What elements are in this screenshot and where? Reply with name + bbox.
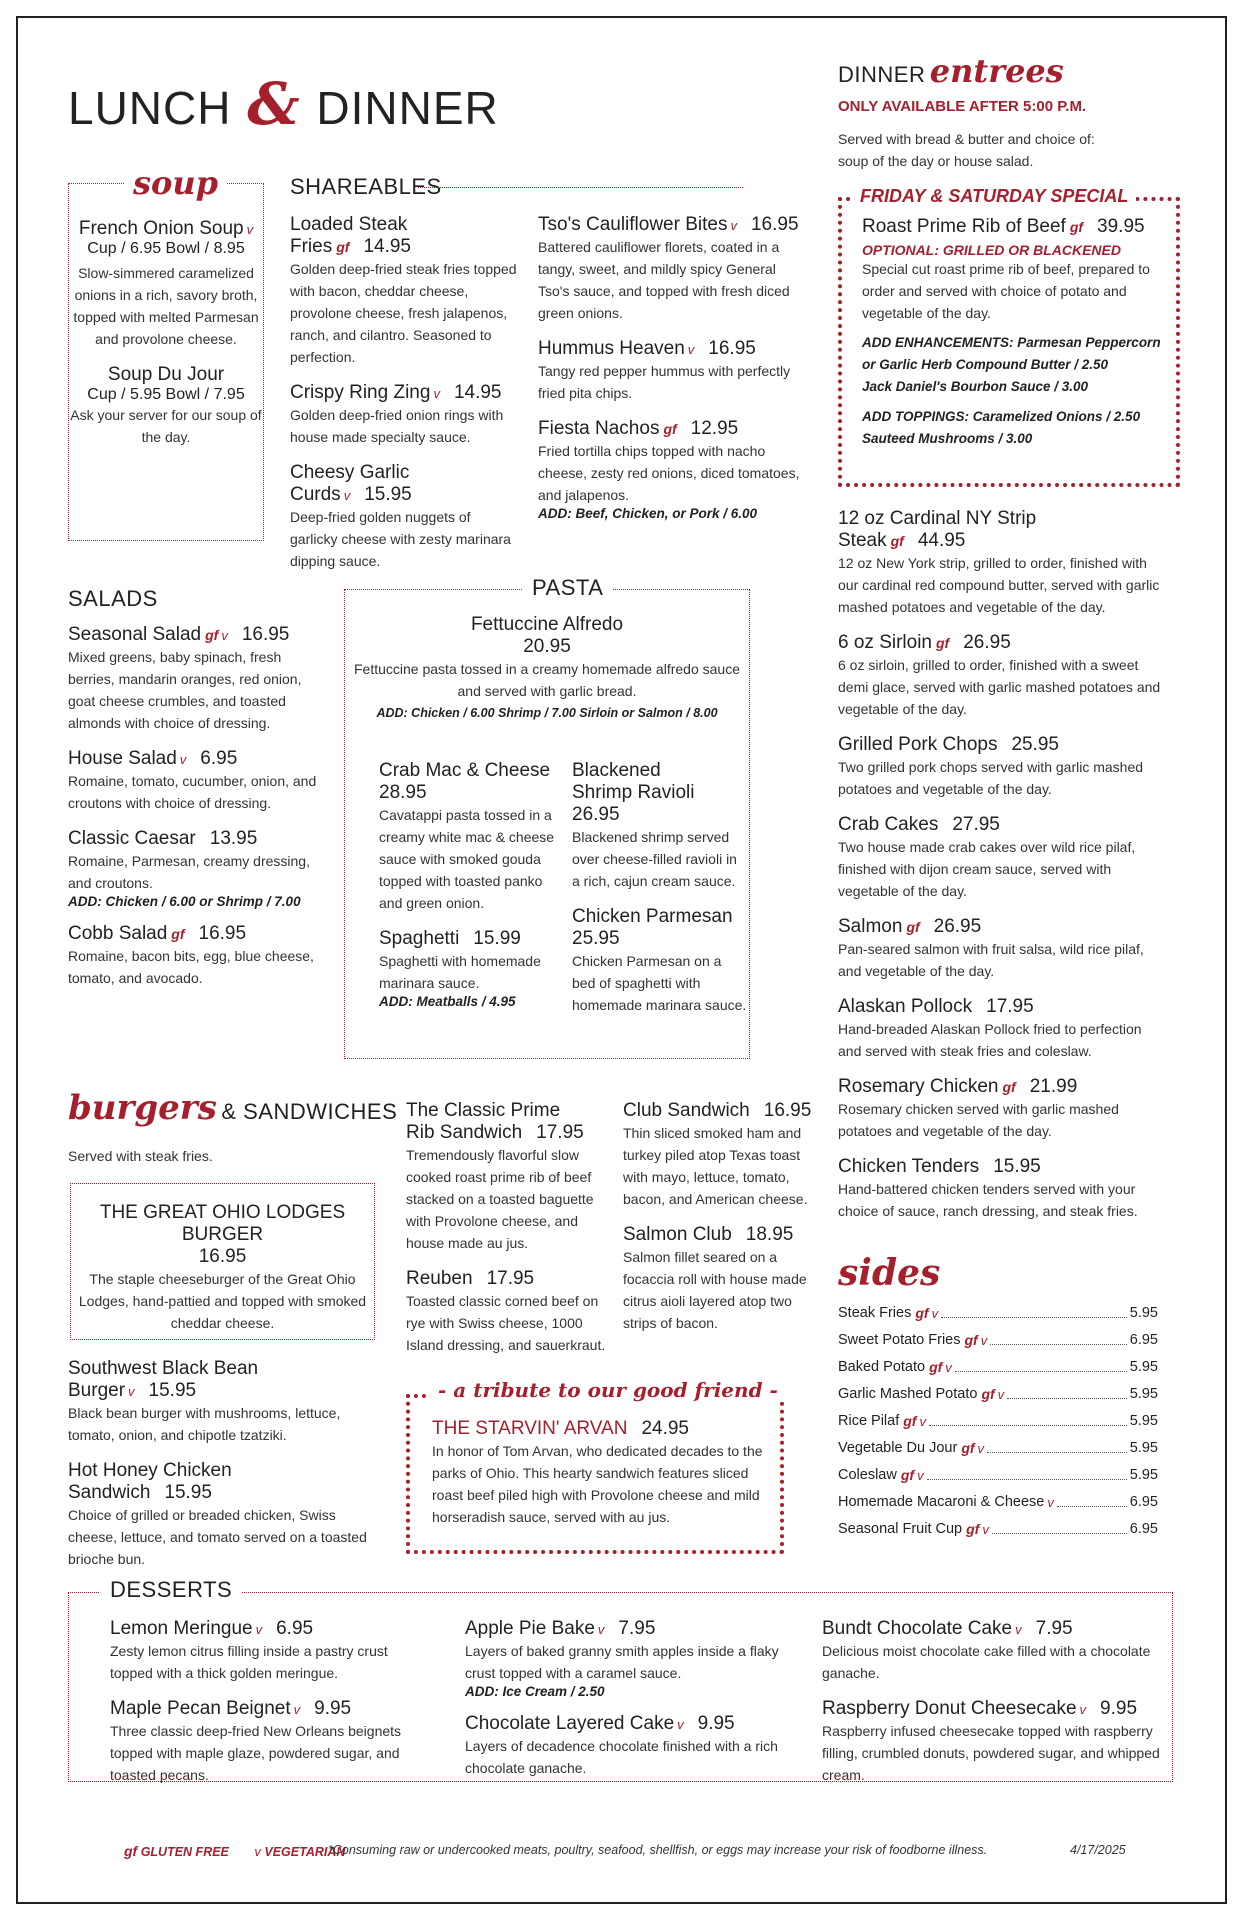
gluten-free-icon: gf — [663, 421, 677, 437]
gluten-free-icon: gf — [1002, 1079, 1016, 1095]
footer-date: 4/17/2025 — [1070, 1843, 1126, 1857]
sandwich-item: Hot Honey Chicken Sandwich 15.95 Choice of grilled or breaded chicken, Swiss cheese, lettuce, and tomato served on a toasted brioche bun. — [68, 1460, 367, 1567]
pasta-item: Blackened Shrimp Ravioli 26.95 Blackened shrimp served over cheese-filled ravioli in a rich, cajun cream sauce. — [572, 760, 737, 889]
burgers-note: Served with steak fries. — [68, 1148, 213, 1164]
side-item: Steak Fries gf v 5.95 — [838, 1300, 1158, 1327]
gluten-free-icon: gf — [964, 1332, 978, 1348]
dessert-item: Lemon Meringue v 6.95 Zesty lemon citrus filling inside a pastry crust topped with a thick golden meringue. — [110, 1618, 388, 1681]
vegetarian-icon: v — [1079, 1702, 1087, 1717]
vegetarian-icon: v — [1015, 1622, 1022, 1637]
shareable-item: Cheesy Garlic Curds v 15.95 Deep-fried golden nuggets of garlicky cheese with zesty marinara dipping sauce. — [290, 462, 511, 569]
gluten-free-icon: gf — [903, 1413, 917, 1429]
gluten-free-icon: gf — [124, 1843, 138, 1859]
side-item: Garlic Mashed Potato gf v 5.95 — [838, 1381, 1158, 1408]
entrees-note: Served with bread & butter and choice of: soup of the day or house salad. — [838, 131, 1095, 169]
side-item: Rice Pilaf gf v 5.95 — [838, 1408, 1158, 1435]
gluten-free-icon: gf — [205, 627, 219, 643]
shareable-item: Loaded Steak Fries gf 14.95 Golden deep-fried steak fries topped with bacon, cheddar cheese, provolone cheese, fresh jalapenos, ranch, and cilantro. Seasoned to perfection. — [290, 214, 517, 365]
sandwich-item: Southwest Black Bean Burger v 15.95 Black bean burger with mushrooms, lettuce, tomato, onion, and chipotle tzatziki. — [68, 1358, 341, 1443]
entree-item: Crab Cakes 27.95 Two house made crab cakes over wild rice pilaf, finished with dijon cream sauce, served with vegetable of the day. — [838, 814, 1136, 899]
vegetarian-icon: v — [255, 1622, 263, 1637]
gluten-free-icon: gf — [171, 926, 185, 942]
soup-item: Soup Du Jour Cup / 5.95 Bowl / 7.95 Ask your server for our soup of the day. — [70, 364, 262, 445]
burgers-heading: burgers & SANDWICHES — [68, 1088, 398, 1128]
vegetarian-icon: v — [982, 1522, 989, 1537]
shareable-item: Fiesta Nachos gf 12.95 Fried tortilla chips topped with nacho cheese, zesty red onions, diced tomatoes, and jalapenos. ADD: Beef, Chicken, or Pork / 6.00 — [538, 418, 800, 521]
entree-item: 12 oz Cardinal NY Strip Steak gf 44.95 12 oz New York strip, grilled to order, finished with our cardinal red compound butter, served with garlic mashed potatoes and vegetable of the day. — [838, 508, 1160, 615]
dessert-item: Chocolate Layered Cake v 9.95 Layers of decadence chocolate finished with a rich chocolate ganache. — [465, 1713, 778, 1776]
vegetarian-icon: v — [980, 1333, 988, 1348]
vegetarian-icon: v — [931, 1306, 939, 1321]
side-item: Homemade Macaroni & Cheese v 6.95 — [838, 1489, 1158, 1516]
vegetarian-icon: v — [1047, 1495, 1054, 1510]
dessert-item: Apple Pie Bake v 7.95 Layers of baked granny smith apples inside a flaky crust topped with a caramel sauce. ADD: Ice Cream / 2.50 — [465, 1618, 779, 1699]
dessert-item: Bundt Chocolate Cake v 7.95 Delicious moist chocolate cake filled with a chocolate ganache. — [822, 1618, 1151, 1681]
sides-heading: sides — [838, 1252, 941, 1294]
gluten-free-icon: gf — [936, 635, 950, 651]
sandwich-item: The Classic Prime Rib Sandwich 17.95 Tremendously flavorful slow cooked roast prime rib of beef stacked on a toasted baguette with Provolone cheese, and house made au jus. — [406, 1100, 594, 1251]
vegetarian-icon: v — [977, 1441, 985, 1456]
entrees-heading: DINNER entrees — [838, 52, 1064, 90]
shareable-item: Hummus Heaven v 16.95 Tangy red pepper hummus with perfectly fried pita chips. — [538, 338, 791, 401]
entree-item: Alaskan Pollock 17.95 Hand-breaded Alaskan Pollock fried to perfection and served with steak fries and coleslaw. — [838, 996, 1142, 1059]
vegetarian-icon: v — [997, 1387, 1005, 1402]
pasta-heading: PASTA — [522, 575, 613, 601]
vegetarian-icon: v — [687, 342, 695, 357]
entree-item: Salmon gf 26.95 Pan-seared salmon with fruit salsa, wild rice pilaf, and vegetable of the day. — [838, 916, 1144, 979]
shareables-divider — [418, 187, 743, 188]
vegetarian-icon: v — [433, 386, 440, 401]
sandwich-item: Club Sandwich 16.95 Thin sliced smoked ham and turkey piled atop Texas toast with mayo, lettuce, tomato, bacon, and American cheese. — [623, 1100, 812, 1207]
gluten-free-icon: gf — [900, 1467, 915, 1483]
vegetarian-icon: v — [254, 1844, 261, 1859]
dessert-item: Raspberry Donut Cheesecake v 9.95 Raspberry infused cheesecake topped with raspberry filling, crumbled donuts, powdered sugar, and whipped cream. — [822, 1698, 1160, 1783]
shareable-item: Tso's Cauliflower Bites v 16.95 Battered cauliflower florets, coated in a tangy, sweet, and mildly spicy General Tso's sauce, and topped with fresh diced green onions. — [538, 214, 799, 321]
gluten-free-icon: gf — [906, 919, 920, 935]
entree-item: 6 oz Sirloin gf 26.95 6 oz sirloin, grilled to order, finished with a sweet demi glace, served with garlic mashed potatoes and vegetable of the day. — [838, 632, 1161, 717]
side-item: Baked Potato gf v 5.95 — [838, 1354, 1158, 1381]
vegetarian-icon: v — [730, 218, 737, 233]
gluten-free-icon: gf — [915, 1305, 929, 1321]
pasta-feature: Fettuccine Alfredo 20.95 Fettuccine pasta tossed in a creamy homemade alfredo sauce and served with garlic bread. ADD: Chicken / 6.00 Shrimp / 7.00 Sirloin or Salmon / 8.00 — [354, 614, 740, 720]
side-item: Vegetable Du Jour gf v 5.95 — [838, 1435, 1158, 1462]
pasta-item: Spaghetti 15.99 Spaghetti with homemade marinara sauce. ADD: Meatballs / 4.95 — [379, 928, 541, 1009]
vegetarian-icon: v — [677, 1717, 684, 1732]
shareable-item: Crispy Ring Zing v 14.95 Golden deep-fried onion rings with house made specialty sauce. — [290, 382, 504, 445]
vegetarian-icon: v — [128, 1384, 135, 1399]
side-item: Coleslaw gf v 5.95 — [838, 1462, 1158, 1489]
vegetarian-icon: v — [293, 1702, 301, 1717]
vegetarian-icon: v — [343, 488, 351, 503]
salad-item: Classic Caesar 13.95 Romaine, Parmesan, creamy dressing, and croutons. ADD: Chicken / 6.00 or Shrimp / 7.00 — [68, 828, 310, 909]
gluten-free-icon: gf — [981, 1386, 995, 1402]
salad-item: Cobb Salad gf 16.95 Romaine, bacon bits, egg, blue cheese, tomato, and avocado. — [68, 923, 314, 986]
entree-item: Chicken Tenders 15.95 Hand-battered chicken tenders served with your choice of sauce, ranch dressing, and steak fries. — [838, 1156, 1138, 1219]
footer-legend: gf GLUTEN FREE v VEGETARIAN — [124, 1843, 346, 1859]
pasta-item: Chicken Parmesan 25.95 Chicken Parmesan on a bed of spaghetti with homemade marinara sauce. — [572, 906, 747, 1013]
soup-item: French Onion Soup v Cup / 6.95 Bowl / 8.95 Slow-simmered caramelized onions in a rich, savory broth, topped with melted Parmesan and provolone cheese. — [73, 218, 259, 347]
gluten-free-icon: gf — [961, 1440, 975, 1456]
tribute-heading: - a tribute to our good friend - — [430, 1378, 786, 1402]
desserts-heading: DESSERTS — [100, 1577, 242, 1603]
dessert-item: Maple Pecan Beignet v 9.95 Three classic deep-fried New Orleans beignets topped with maple glaze, powdered sugar, and toasted pecans. — [110, 1698, 402, 1783]
gluten-free-icon: gf — [336, 239, 350, 255]
pasta-item: Crab Mac & Cheese 28.95 Cavatappi pasta tossed in a creamy white mac & cheese sauce with smoked gouda topped with toasted panko and green onion. — [379, 760, 555, 911]
sandwich-item: Reuben 17.95 Toasted classic corned beef on rye with Swiss cheese, 1000 Island dressing, and sauerkraut. — [406, 1268, 606, 1353]
special-heading: FRIDAY & SATURDAY SPECIAL — [852, 186, 1136, 207]
entree-item: Rosemary Chicken gf 21.99 Rosemary chicken served with garlic mashed potatoes and vegetable of the day. — [838, 1076, 1119, 1139]
soup-heading: soup — [125, 164, 226, 202]
tribute-item: THE STARVIN' ARVAN 24.95 In honor of Tom Arvan, who dedicated decades to the parks of Ohio. This hearty sandwich features sliced roast beef piled high with Provolone cheese and mild horseradish sauce, served with au jus. — [432, 1418, 763, 1525]
page-title: LUNCH & DINNER — [68, 70, 499, 138]
vegetarian-icon: v — [945, 1360, 952, 1375]
vegetarian-icon: v — [179, 752, 187, 767]
entree-item: Grilled Pork Chops 25.95 Two grilled pork chops served with garlic mashed potatoes and vegetable of the day. — [838, 734, 1144, 797]
vegetarian-icon: v — [246, 222, 254, 237]
vegetarian-icon: v — [919, 1414, 926, 1429]
vegetarian-icon: v — [917, 1468, 924, 1483]
gluten-free-icon: gf — [929, 1359, 943, 1375]
side-item: Sweet Potato Fries gf v 6.95 — [838, 1327, 1158, 1354]
salad-item: Seasonal Salad gf v 16.95 Mixed greens, baby spinach, fresh berries, mandarin oranges, red onion, goat cheese crumbles, and toasted almonds with choice of dressing. — [68, 624, 302, 731]
gluten-free-icon: gf — [890, 533, 904, 549]
salad-item: House Salad v 6.95 Romaine, tomato, cucumber, onion, and croutons with choice of dressing. — [68, 748, 317, 811]
salads-heading: SALADS — [68, 586, 158, 611]
gluten-free-icon: gf — [966, 1521, 980, 1537]
feature-burger: THE GREAT OHIO LODGES BURGER 16.95 The staple cheeseburger of the Great Ohio Lodges, hand-pattied and topped with smoked cheddar cheese. — [78, 1202, 367, 1331]
shareables-heading: SHAREABLES — [290, 174, 442, 199]
entrees-availability: ONLY AVAILABLE AFTER 5:00 P.M. — [838, 98, 1087, 115]
side-item: Seasonal Fruit Cup gf v 6.95 — [838, 1516, 1158, 1543]
special-item: Roast Prime Rib of Beef gf 39.95 OPTIONAL: GRILLED OR BLACKENED Special cut roast prime rib of beef, prepared to order and served with choice of potato and vegetable of the day. ADD ENHANCEMENTS: Parmesan Peppercorn or Garlic Herb Compound Butter / 2.50 Jack Daniel's Bourbon Sauce / 3.00 ADD TOPPINGS: Caramelized Onions / 2.50 Sauteed Mushrooms / 3.00 — [862, 216, 1161, 446]
vegetarian-icon: v — [597, 1622, 605, 1637]
gluten-free-icon: gf — [1069, 219, 1084, 235]
footer-disclaimer: *Consuming raw or undercooked meats, poultry, seafood, shellfish, or eggs may increase your risk of foodborne illness. — [328, 1843, 988, 1857]
vegetarian-icon: v — [221, 628, 228, 643]
sandwich-item: Salmon Club 18.95 Salmon fillet seared on a focaccia roll with house made citrus aioli layered atop two strips of bacon. — [623, 1224, 807, 1331]
